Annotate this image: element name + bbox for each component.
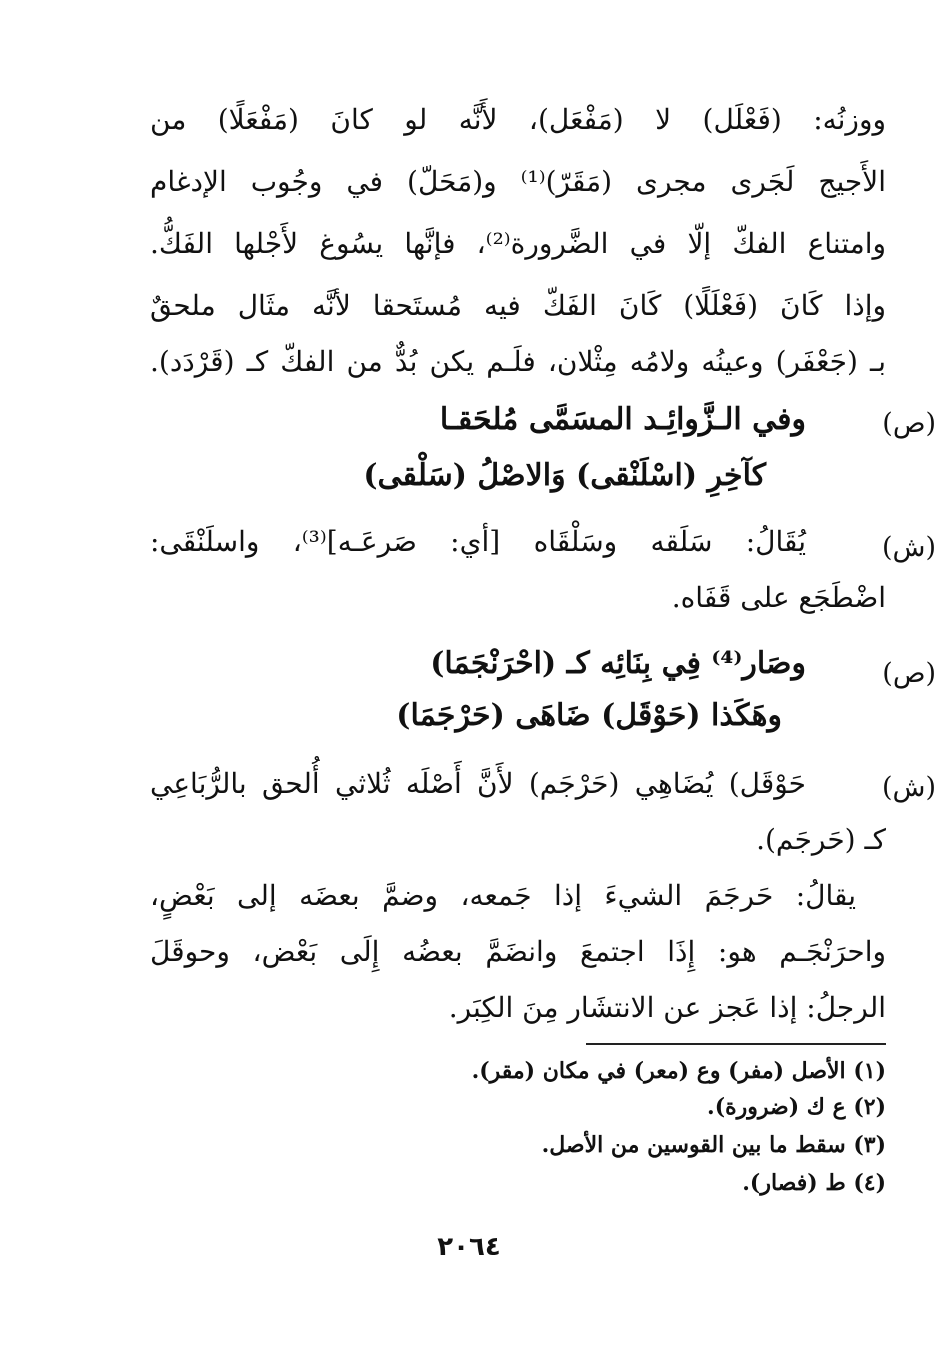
verse-marker: (ص)	[882, 658, 936, 689]
verse-line: وفي الـزَّوائِـد المسَمَّى مُلحَقـا	[439, 402, 806, 437]
paragraph3-line: واحرَنْجَـم هو: إِذَا اجتمعَ وانضَمَّ بعضُه إِلَى بَعْض، وحوقَلَ	[150, 935, 886, 968]
footnote-separator	[586, 1043, 886, 1045]
commentary-line: اضْطَجَع على قَفَاه.	[671, 581, 886, 614]
commentary-line: يُقَالُ: سَلَقه وسَلْقَاه [أي: صَرعَـه]⁽³⁾، واسلَنْقَى:	[150, 525, 807, 558]
commentary-marker: (ش)	[881, 772, 936, 803]
paragraph3-line: يقالُ: حَرجَمَ الشيءَ إذا جَمعه، وضمَّ بعضَه إلى بَعْضٍ،	[150, 879, 856, 912]
footnote: (١) الأصل (مفر) وع (معر) في مكان (مقر).	[471, 1058, 886, 1084]
paragraph3-line: الرجلُ: إذا عَجز عن الانتشَار مِنَ الكِبَر.	[448, 991, 886, 1024]
verse-marker: (ص)	[882, 408, 936, 439]
page-number: ٢٠٦٤	[437, 1232, 501, 1262]
footnote: (٤) ط (فصار).	[742, 1170, 886, 1196]
paragraph1-line: ووزنُه: (فَعْلَل) لا (مَفْعَل)، لأَنَّه لو كانَ (مَفْعَلًا) من	[150, 103, 886, 136]
paragraph1-line: وامتناع الفكّ إلّا في الضَّرورة⁽²⁾، فإنَّها يسُوغ لأَجْلها الفَكُّ.	[150, 227, 886, 260]
paragraph2-line: وإذا كَانَ (فَعْلَلًا) كَانَ الفَكّ فيه مُستَحقا لأنَّه مثَال ملحقٌ	[150, 289, 886, 322]
footnote: (٣) سقط ما بين القوسين من الأصل.	[541, 1132, 886, 1158]
paragraph2-line: بـ (جَعْفَر) وعينُه ولامُه مِثْلان، فلَـم يكن بُدٌّ من الفكّ كـ (قَرْدَد).	[150, 345, 886, 378]
verse-line: وصَار⁽⁴⁾ فِي بِنَائِه كـ (احْرَنْجَمَا)	[430, 646, 806, 681]
commentary-line: كـ (حَرجَم).	[756, 823, 886, 856]
verse-line: وهَكَذا (حَوْقَل) ضَاهَى (حَرْجَمَا)	[396, 698, 782, 733]
footnote: (٢) ع ك (ضرورة).	[707, 1094, 886, 1120]
paragraph1-line: الأَجيج لَجَرى مجرى (مَقَرّ)⁽¹⁾ و(مَحَلّ) في وجُوب الإدغام	[150, 165, 886, 198]
commentary-line: حَوْقَل) يُضَاهِي (حَرْجَم) لأَنَّ أَصْلَه ثُلاثي أُلحق بالرُّبَاعِي	[150, 767, 806, 800]
verse-line: كآخِرِ (اسْلَنْقى) وَالاصْلُ (سَلْقى)	[363, 458, 766, 493]
commentary-marker: (ش)	[881, 532, 936, 563]
